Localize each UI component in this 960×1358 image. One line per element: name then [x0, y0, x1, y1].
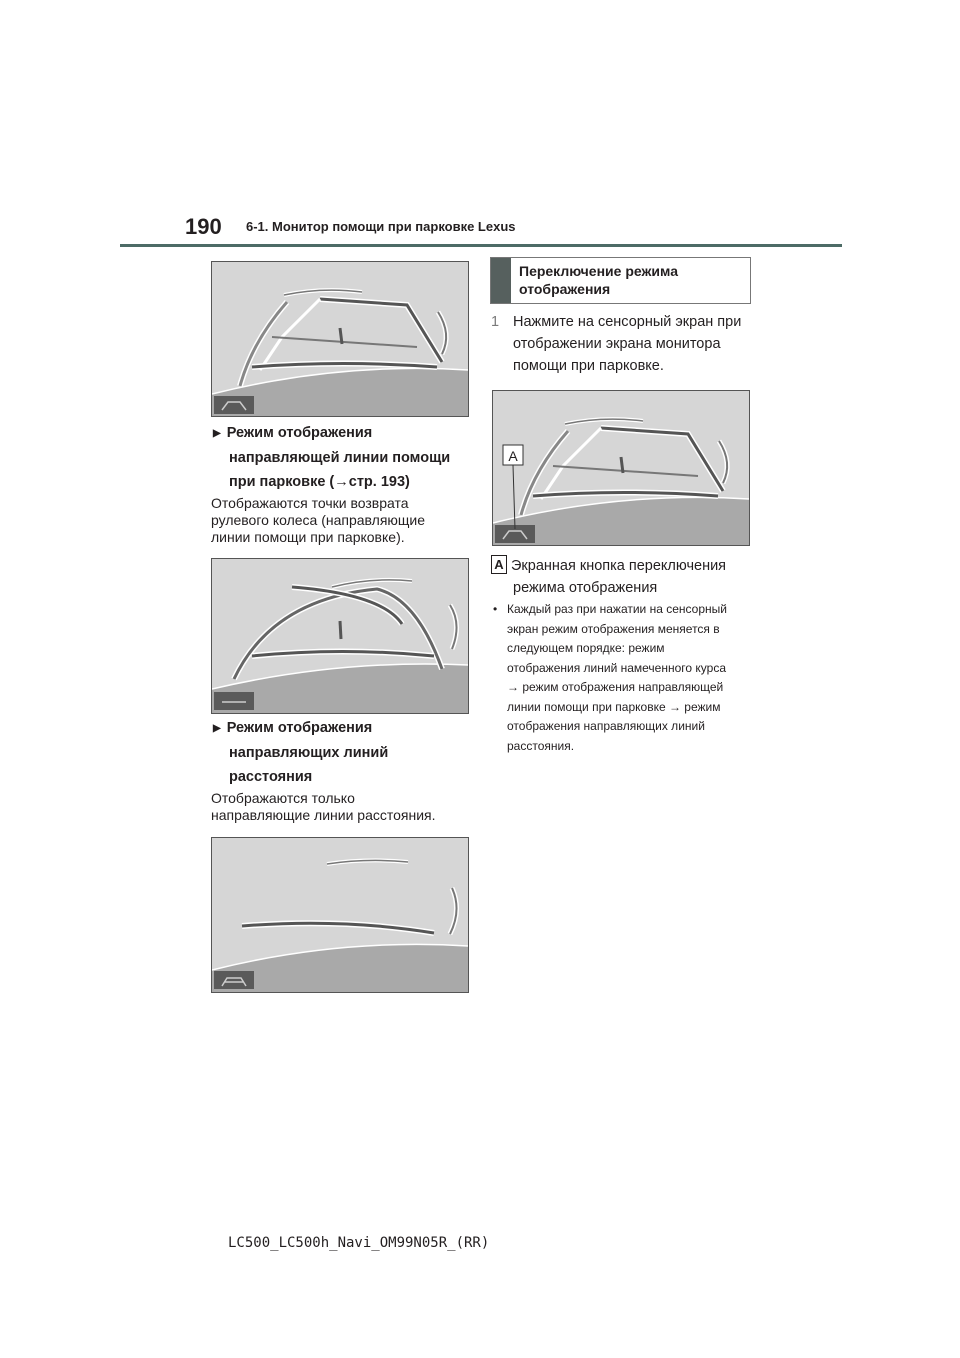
page-number: 190 [185, 214, 222, 239]
callout-badge-a: A [491, 555, 507, 574]
screen-course-guide [211, 261, 469, 417]
triangle-bullet-icon: ▶ [213, 428, 221, 439]
document-code: LC500_LC500h_Navi_OM99N05R_(RR) [228, 1235, 490, 1251]
section-title: 6-1. Монитор помощи при парковке Lexus [246, 219, 516, 234]
step-1: 1 Нажмите на сенсорный экран при отображении экрана монитора помощи при парковке. [491, 314, 742, 374]
triangle-bullet-icon: ▶ [213, 723, 221, 734]
display-mode-switch-heading: Переключение режима отображения [490, 257, 751, 304]
callout-a-description: A Экранная кнопка переключения режима отображения [491, 555, 726, 599]
screen-parking-guide [211, 558, 469, 714]
mode2-title: ▶ Режим отображения направляющих линий расстояния [213, 716, 388, 789]
mode2-description: Отображаются только направляющие линии расстояния. [211, 790, 436, 823]
heading-bar [491, 258, 511, 303]
screen-distance-guide [211, 837, 469, 993]
screen-touch-button-example [492, 390, 750, 546]
note-mode-order: • Каждый раз при нажатии на сенсорный экран режим отображения меняется в следующем порядке: режим отображения линий намеченного курса → режим отображения направляющей линии помощи при парковке → режим отображения направляющих линий расстояния. [493, 602, 727, 753]
header-rule [120, 244, 842, 247]
mode1-description: Отображаются точки возврата рулевого колеса (направляющие линии помощи при парковке). [211, 495, 426, 545]
callout-label-a: A [508, 448, 518, 464]
mode1-title: ▶ Режим отображения направляющей линии помощи при парковке (→стр. 193) [213, 421, 450, 494]
